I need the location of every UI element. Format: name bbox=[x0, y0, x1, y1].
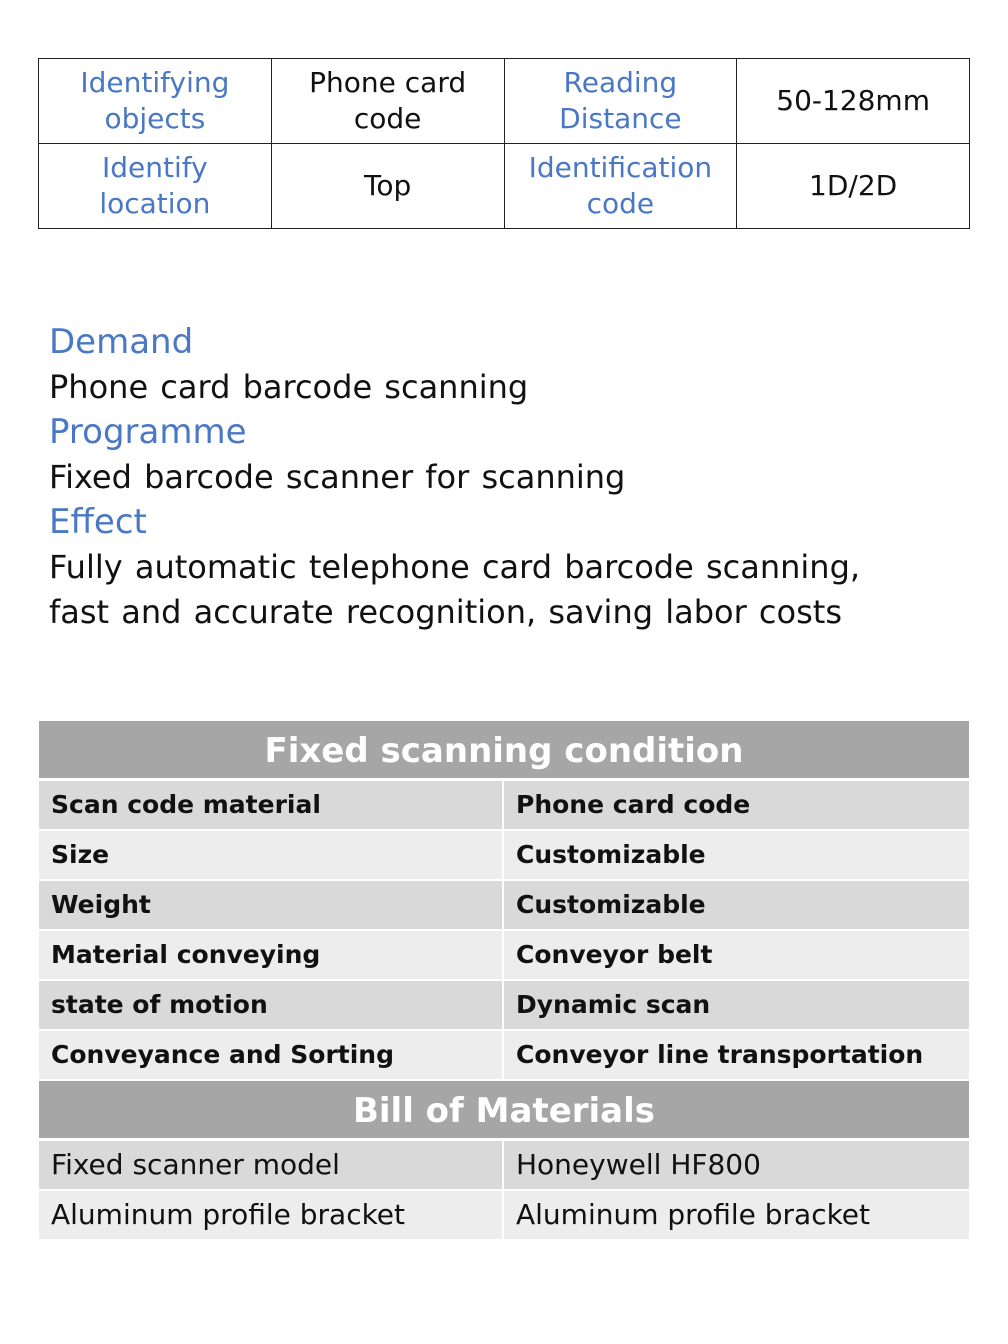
spec-label-identify-location: Identify location bbox=[39, 144, 272, 229]
demand-heading: Demand bbox=[49, 322, 194, 362]
spec-row bbox=[39, 59, 970, 144]
effect-text-line-1: Fully automatic telephone card barcode scanning, bbox=[49, 548, 861, 586]
programme-heading: Programme bbox=[49, 412, 247, 452]
spec-value-identify-location: Top bbox=[271, 144, 504, 229]
row-value: Customizable bbox=[516, 890, 706, 919]
effect-heading: Effect bbox=[49, 502, 147, 542]
table-row bbox=[39, 981, 969, 1031]
table-row bbox=[39, 1191, 969, 1241]
spec-label-identification-code: Identification code bbox=[504, 144, 737, 229]
bill-of-materials-title: Bill of Materials bbox=[39, 1081, 969, 1141]
programme-text: Fixed barcode scanner for scanning bbox=[49, 458, 626, 496]
spec-row bbox=[39, 144, 970, 229]
spec-table bbox=[38, 58, 970, 229]
row-value: Conveyor line transportation bbox=[516, 1040, 924, 1069]
spec-value-identification-code: 1D/2D bbox=[737, 144, 970, 229]
table-row bbox=[39, 1031, 969, 1081]
scanning-condition-title: Fixed scanning condition bbox=[39, 721, 969, 781]
description-section bbox=[49, 320, 979, 635]
row-value: Customizable bbox=[516, 840, 706, 869]
spec-label-identifying-objects: Identifying objects bbox=[39, 59, 272, 144]
spec-label-reading-distance: Reading Distance bbox=[504, 59, 737, 144]
effect-text-line-2: fast and accurate recognition, saving labor costs bbox=[49, 593, 842, 631]
row-key: Material conveying bbox=[39, 931, 504, 979]
row-key: Size bbox=[39, 831, 504, 879]
row-value: Conveyor belt bbox=[516, 940, 713, 969]
row-value: Dynamic scan bbox=[516, 990, 711, 1019]
row-value: Honeywell HF800 bbox=[516, 1148, 761, 1181]
row-key: Fixed scanner model bbox=[39, 1141, 504, 1189]
row-key: Weight bbox=[39, 881, 504, 929]
row-value: Phone card code bbox=[516, 790, 751, 819]
table-row bbox=[39, 881, 969, 931]
row-value: Aluminum profile bracket bbox=[516, 1198, 871, 1231]
table-row bbox=[39, 931, 969, 981]
table-row bbox=[39, 831, 969, 881]
demand-text: Phone card barcode scanning bbox=[49, 368, 529, 406]
row-key: Scan code material bbox=[39, 781, 504, 829]
spec-value-identifying-objects: Phone card code bbox=[271, 59, 504, 144]
condition-table bbox=[39, 721, 969, 1241]
spec-value-reading-distance: 50-128mm bbox=[737, 59, 970, 144]
row-key: Conveyance and Sorting bbox=[39, 1031, 504, 1079]
row-key: state of motion bbox=[39, 981, 504, 1029]
row-key: Aluminum profile bracket bbox=[39, 1191, 504, 1239]
table-row bbox=[39, 781, 969, 831]
table-row bbox=[39, 1141, 969, 1191]
